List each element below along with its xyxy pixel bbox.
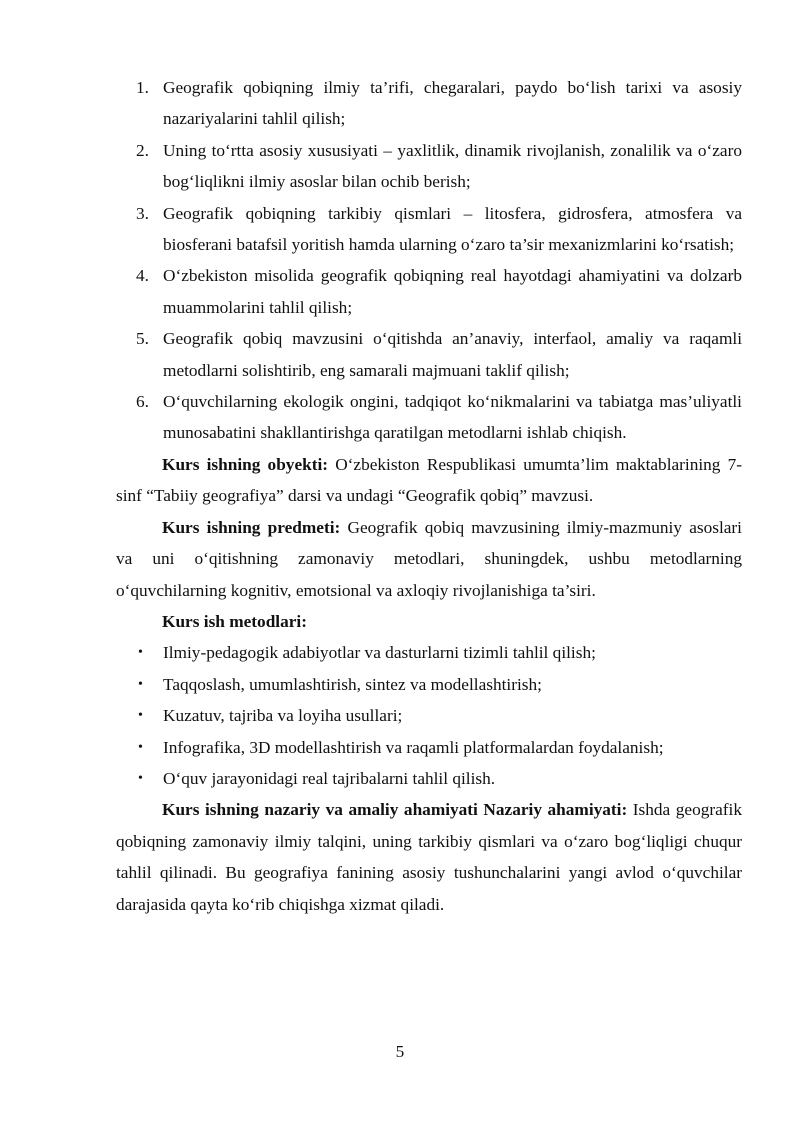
list-item-text: Infografika, 3D modellashtirish va raqamli platformalardan foydalanish; xyxy=(163,737,664,757)
bullet-icon: • xyxy=(138,676,143,692)
list-item-text: Geografik qobiqning tarkibiy qismlari – litosfera, gidrosfera, atmosfera va biosferani batafsil yoritish hamda ularning o‘zaro ta’sir mexanizmlarini ko‘rsatish; xyxy=(163,203,742,255)
list-item-number: 5. xyxy=(136,329,149,349)
list-item xyxy=(116,669,742,700)
bullet-icon: • xyxy=(138,708,143,724)
page-number: 5 xyxy=(395,1042,405,1061)
list-item xyxy=(116,323,742,386)
list-item xyxy=(116,198,742,261)
list-item-number: 4. xyxy=(136,266,149,286)
methods-list xyxy=(116,637,742,794)
list-item xyxy=(116,135,742,198)
list-item-number: 6. xyxy=(136,392,149,412)
list-item-text: Geografik qobiq mavzusini o‘qitishda an’anaviy, interfaol, amaliy va raqamli metodlarni solishtirib, eng samarali majmuani taklif qilish; xyxy=(163,329,742,380)
bullet-icon: • xyxy=(138,645,143,661)
bullet-icon: • xyxy=(138,739,143,755)
list-item xyxy=(116,763,742,794)
list-item-text: Geografik qobiqning ilmiy ta’rifi, chegaralari, paydo bo‘lish tarixi va asosiy nazariyalarini tahlil qilish; xyxy=(163,78,742,129)
list-item-text: O‘quvchilarning ekologik ongini, tadqiqot ko‘nikmalarini va tabiatga mas’uliyatli munosabatini shakllantirishga qaratilgan metodlarni ishlab chiqish. xyxy=(163,392,742,443)
list-item-text: O‘quv jarayonidagi real tajribalarni tahlil qilish. xyxy=(163,768,496,788)
methods-heading: Kurs ish metodlari: xyxy=(162,611,307,631)
list-item-text: Taqqoslash, umumlashtirish, sintez va modellashtirish; xyxy=(163,674,542,694)
page-content xyxy=(116,72,742,920)
list-item-text: Uning to‘rtta asosiy xususiyati – yaxlitlik, dinamik rivojlanish, zonalilik va o‘zaro bog‘liqlikni ilmiy asoslar bilan ochib berish; xyxy=(163,140,742,192)
list-item-text: Ilmiy-pedagogik adabiyotlar va dasturlarni tizimli tahlil qilish; xyxy=(163,643,596,663)
subject-text: Geografik qobiq mavzusining ilmiy-mazmuniy asoslari va uni o‘qitishning zamonaviy metodlari, shuningdek, ushbu metodlarning o‘quvchilarning kognitiv, emotsional va axloqiy rivojlanishiga ta’siri. xyxy=(116,517,742,600)
object-label: Kurs ishning obyekti: xyxy=(162,454,329,474)
list-item-number: 1. xyxy=(136,78,149,97)
subject-label: Kurs ishning predmeti: xyxy=(162,517,341,537)
list-item xyxy=(116,72,742,135)
list-item xyxy=(116,732,742,763)
list-item-text: O‘zbekiston misolida geografik qobiqning real hayotdagi ahamiyatini va dolzarb muammolarini tahlil qilish; xyxy=(163,266,742,317)
list-item xyxy=(116,637,742,668)
significance-paragraph xyxy=(116,794,742,920)
significance-text: Ishda geografik qobiqning zamonaviy ilmiy talqini, uning tarkibiy qismlari va o‘zaro bog‘liqligi chuqur tahlil qilinadi. Bu geografiya fanining asosiy tushunchalarini yangi avlod o‘quvchilar darajasida qayta ko‘rib chiqishga xizmat qiladi. xyxy=(116,800,742,914)
list-item-text: Kuzatuv, tajriba va loyiha usullari; xyxy=(163,706,403,726)
list-item-number: 3. xyxy=(136,203,149,223)
bullet-icon: • xyxy=(138,770,143,786)
list-item-number: 2. xyxy=(136,140,149,160)
significance-label: Kurs ishning nazariy va amaliy ahamiyati Nazariy ahamiyati: xyxy=(162,800,628,820)
list-item xyxy=(116,260,742,323)
list-item xyxy=(116,700,742,731)
list-item xyxy=(116,386,742,449)
tasks-list xyxy=(116,72,742,449)
subject-paragraph xyxy=(116,512,742,606)
object-text: O‘zbekiston Respublikasi umumta’lim maktablarining 7-sinf “Tabiiy geografiya” darsi va undagi “Geografik qobiq” mavzusi. xyxy=(116,454,742,506)
object-paragraph xyxy=(116,449,742,512)
